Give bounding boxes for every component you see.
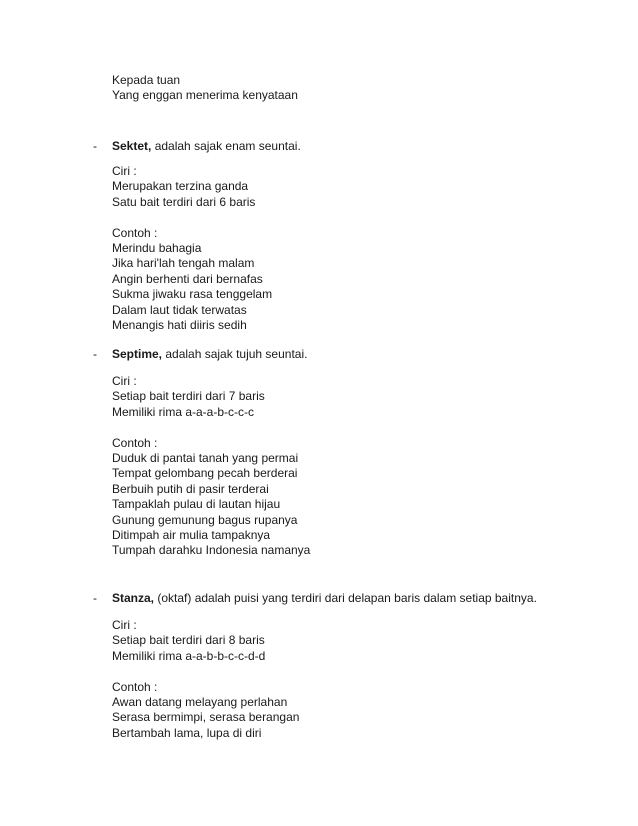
contoh-line: Menangis hati diiris sedih [112, 317, 247, 332]
term: Stanza, [112, 591, 155, 605]
section-body-septime [112, 374, 310, 559]
section-heading-septime [93, 346, 307, 362]
term: Septime, [112, 347, 163, 361]
intro-poem [112, 73, 298, 104]
ciri-label: Ciri : [112, 618, 137, 632]
contoh-line: Merindu bahagia [112, 240, 202, 255]
spacer [112, 664, 299, 679]
contoh-line: Serasa bermimpi, serasa berangan [112, 710, 300, 725]
contoh-line: Berbuih putih di pasir terderai [112, 481, 269, 496]
contoh-label: Contoh : [112, 225, 158, 240]
contoh-line: Awan datang melayang perlahan [112, 694, 288, 709]
contoh-label: Contoh : [112, 435, 158, 450]
poem-line: Yang enggan menerima kenyataan [112, 88, 298, 103]
contoh-line: Tumpah darahku Indonesia namanya [112, 543, 311, 558]
ciri-item: Satu bait terdiri dari 6 baris [112, 194, 256, 209]
contoh-line: Duduk di pantai tanah yang permai [112, 450, 299, 465]
bullet-dash: - [93, 139, 97, 153]
contoh-line: Angin berhenti dari bernafas [112, 271, 263, 286]
section-body-sektet [112, 164, 272, 333]
ciri-item: Merupakan terzina ganda [112, 179, 249, 194]
poem-line: Kepada tuan [112, 73, 181, 87]
contoh-line: Bertambah lama, lupa di diri [112, 725, 262, 740]
contoh-line: Gunung gemunung bagus rupanya [112, 512, 298, 527]
contoh-line: Dalam laut tidak terwatas [112, 302, 247, 317]
spacer [112, 210, 272, 225]
ciri-label: Ciri : [112, 164, 137, 178]
ciri-item: Setiap bait terdiri dari 7 baris [112, 389, 265, 404]
contoh-label: Contoh : [112, 679, 158, 694]
definition: adalah sajak enam seuntai. [151, 139, 301, 153]
contoh-line: Jika hari'lah tengah malam [112, 256, 255, 271]
bullet-dash: - [93, 347, 97, 361]
definition: (oktaf) adalah puisi yang terdiri dari delapan baris dalam setiap baitnya. [154, 591, 537, 605]
section-heading-stanza [93, 590, 537, 606]
section-body-stanza [112, 618, 299, 741]
section-heading-sektet [93, 138, 301, 154]
bullet-dash: - [93, 591, 97, 605]
ciri-item: Setiap bait terdiri dari 8 baris [112, 633, 265, 648]
term: Sektet, [112, 139, 152, 153]
contoh-line: Sukma jiwaku rasa tenggelam [112, 287, 273, 302]
ciri-label: Ciri : [112, 374, 137, 388]
contoh-line: Tempat gelombang pecah berderai [112, 466, 298, 481]
ciri-item: Memiliki rima a-a-b-b-c-c-d-d [112, 648, 266, 663]
contoh-line: Tampaklah pulau di lautan hijau [112, 497, 281, 512]
definition: adalah sajak tujuh seuntai. [162, 347, 308, 361]
contoh-line: Ditimpah air mulia tampaknya [112, 527, 271, 542]
spacer [112, 420, 310, 435]
ciri-item: Memiliki rima a-a-a-b-c-c-c [112, 404, 255, 419]
